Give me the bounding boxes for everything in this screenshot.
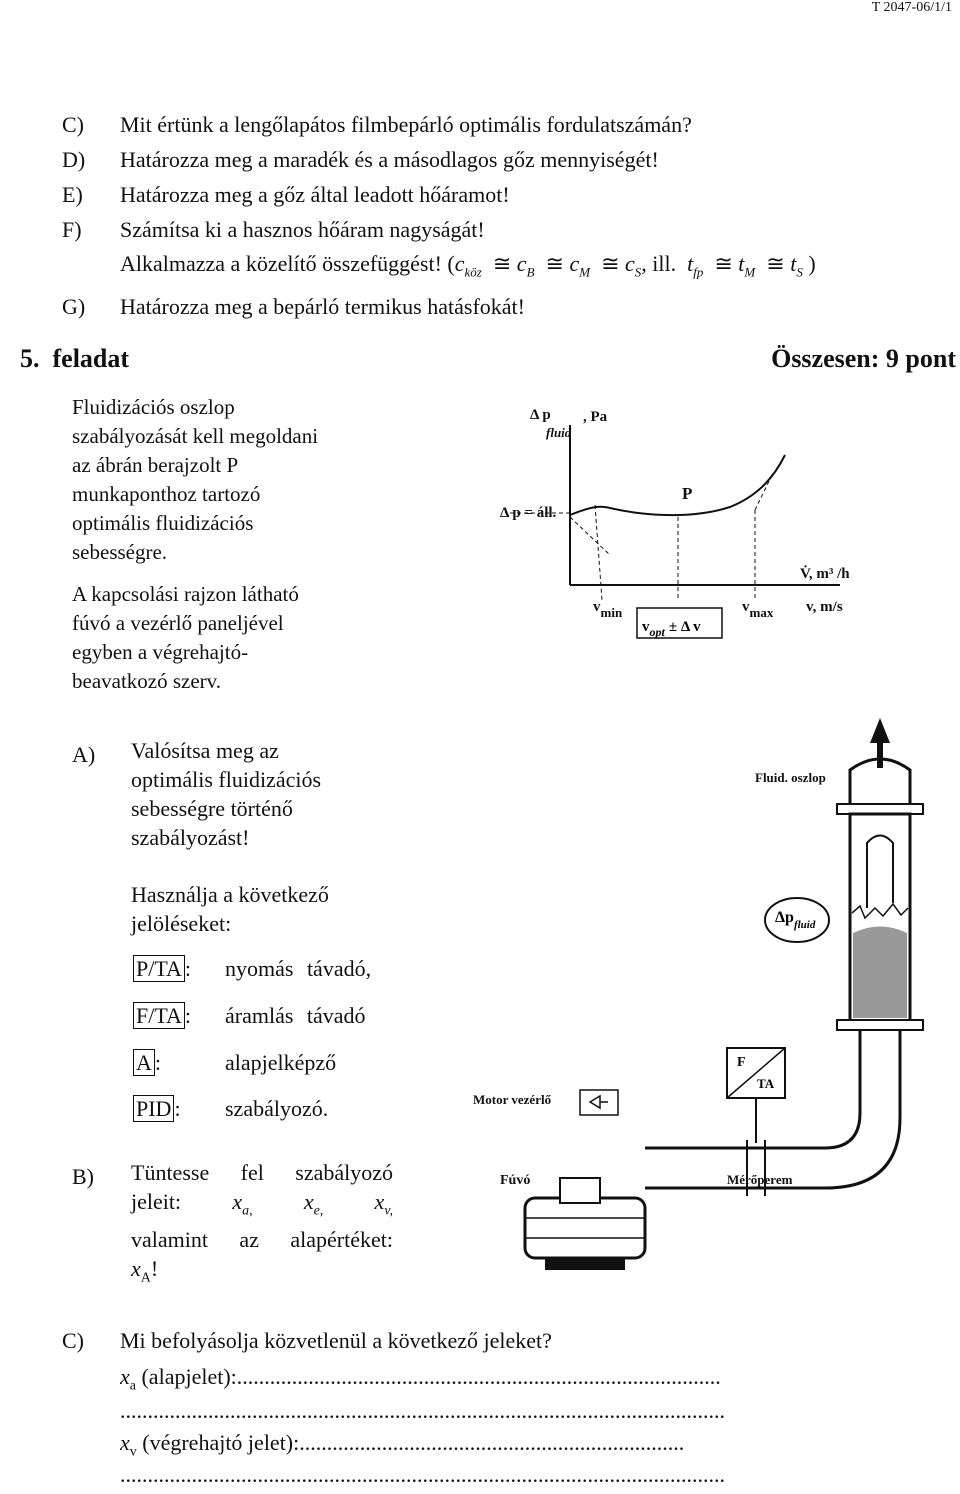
intro-paragraph-1: Fluidizációs oszlop szabályozását kell megoldani az ábrán berajzolt P munkaponthoz tartozó optimális fluidizációs sebességre.: [72, 395, 319, 564]
notation-meaning-a: alapjelképző: [225, 1050, 337, 1075]
notation-meaning-fta: áramlás távadó: [225, 1003, 366, 1028]
question-f-text: Számítsa ki a hasznos hőáram nagyságát!: [120, 217, 485, 242]
graph-y-label: Δ p: [530, 407, 551, 423]
task-heading: [20, 344, 129, 374]
blower-body: [525, 1198, 645, 1258]
column-label: Fluid. oszlop: [755, 770, 826, 785]
question-c-label: C): [62, 112, 84, 137]
answer-line-4: ..............................................................................................................: [120, 1462, 725, 1487]
answer-line-xa: $x_a$ (alapjelet):........................................................................................: [120, 1364, 721, 1394]
answer-line-xv: $x_v$ (végrehajtó jelet):......................................................................: [120, 1430, 685, 1460]
question-f-label: F): [62, 217, 82, 242]
blower-base: [545, 1258, 625, 1270]
question-e-text: Határozza meg a gőz által leadott hőáramot!: [120, 182, 510, 207]
svg-text:F: F: [737, 1055, 746, 1070]
question-a-label: A): [72, 742, 96, 767]
motor-controller-box: [580, 1090, 618, 1115]
notation-code-fta: F/TA :: [133, 997, 191, 1035]
task-title: feladat: [52, 344, 130, 373]
task-points: Összesen: 9 pont: [771, 344, 956, 373]
notation-meaning-pta: nyomás távadó,: [225, 956, 372, 981]
notation-code-pid: PID :: [133, 1090, 181, 1128]
answer-line-2: ..............................................................................................................: [120, 1398, 725, 1423]
notation-intro: Használja a következő jelöléseket:: [131, 882, 329, 936]
level-label: Δ p = áll.: [500, 505, 557, 521]
f-hint: Alkalmazza a közelítő összefüggést!: [120, 251, 442, 276]
approx-formula: ($c_{köz}$ ≅ $c_B$ ≅ $c_M$ ≅ $c_S$, ill. $t_{fp}$ ≅ $t_M$ ≅ $t_S$ ): [447, 251, 816, 280]
bottom-flange: [837, 1020, 923, 1030]
task-number: 5.: [20, 344, 40, 373]
point-label: P: [682, 484, 693, 503]
svg-text:TA: TA: [757, 1076, 775, 1091]
blower-label: Fúvó: [500, 1173, 531, 1188]
orifice-label: Mérőperem: [727, 1172, 793, 1187]
intro-paragraph-2: A kapcsolási rajzon látható fúvó a vezérlő paneljével egyben a végrehajtó- beavatkozó szerv.: [72, 582, 299, 693]
question-b-text: Tüntesse fel szabályozó jeleit: $x_{a,}$ $x_{e,}$ $x_{v,}$ valamint az alapértéket: $x_A$!: [131, 1160, 393, 1286]
particle-bed: [853, 933, 907, 1018]
question-e-label: E): [62, 182, 83, 207]
notation-code-a: A :: [133, 1044, 161, 1082]
page-code: T 2047-06/1/1: [871, 0, 952, 15]
f-hint-line: [120, 245, 816, 291]
notation-meaning-pid: szabályozó.: [225, 1096, 329, 1121]
flow-axis-label: V̇, m³ /h: [800, 566, 850, 582]
question-b-label: B): [72, 1164, 94, 1189]
question-g-text: Határozza meg a bepárló termikus hatásfokát!: [120, 294, 525, 319]
question-d-label: D): [62, 147, 86, 172]
fluidization-graph: [490, 395, 960, 665]
pressure-curve: [570, 455, 785, 515]
vmin-label: vmin: [593, 599, 623, 620]
question-a-text: Valósítsa meg az optimális fluidizációs sebességre történő szabályozást!: [131, 738, 322, 850]
svg-text:Δpfluid: $\Delta p_{fluid}$: [775, 909, 816, 931]
question-g-label: G): [62, 294, 86, 319]
v-axis-label: v, m/s: [806, 599, 843, 615]
motor-label: Motor vezérlő: [473, 1092, 552, 1107]
question-d-text: Határozza meg a maradék és a másodlagos gőz mennyiségét!: [120, 147, 659, 172]
svg-text:, Pa: , Pa: [583, 409, 608, 425]
vmax-label: vmax: [742, 599, 774, 620]
question-c2-text: Mi befolyásolja közvetlenül a következő jeleket?: [120, 1328, 552, 1353]
svg-text:fluid: fluid: [546, 425, 572, 440]
apparatus-diagram: [465, 708, 960, 1298]
question-c-text: Mit értünk a lengőlapátos filmbepárló optimális fordulatszámán?: [120, 112, 692, 137]
vopt-label: $v_{opt} \pm \Delta$ v: [642, 619, 701, 639]
notation-code-pta: P/TA :: [133, 950, 191, 988]
question-c2-label: C): [62, 1328, 84, 1353]
